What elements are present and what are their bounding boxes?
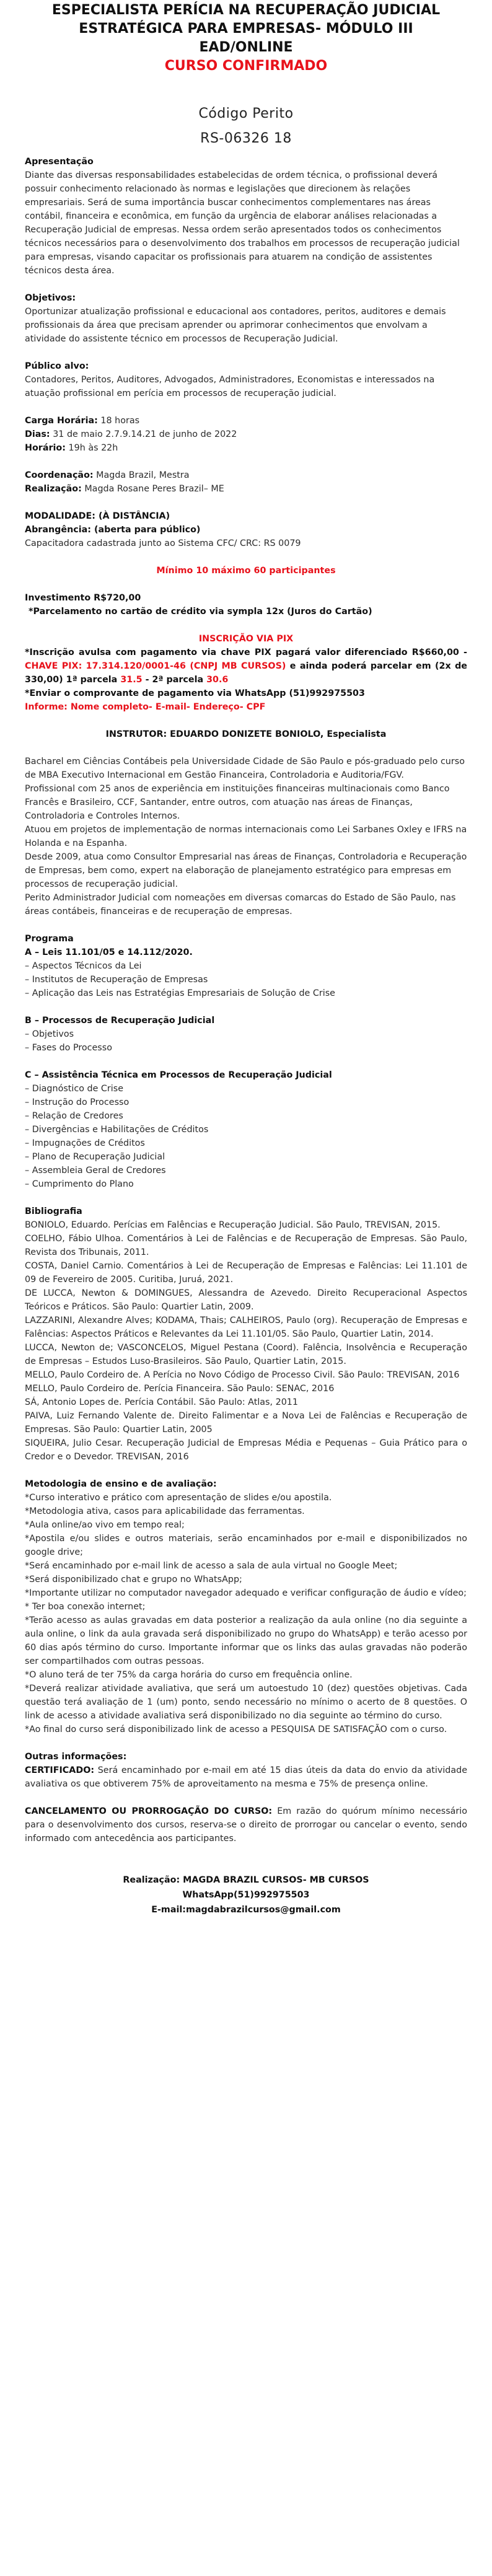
modalidade: MODALIDADE: (À DISTÂNCIA) <box>25 511 170 521</box>
bibliography-entry: LUCCA, Newton de; VASCONCELOS, Miguel Pestana (Coord). Falência, Insolvência e Recuperação de Empresas – Estudos Luso-Brasileiros. São Paulo, Quartier Latin, 2015. <box>25 1343 467 1366</box>
footer <box>25 1873 467 1917</box>
list-item: – Objetivos <box>25 1029 74 1039</box>
carga-horaria <box>25 414 467 428</box>
pix-text <box>25 646 467 687</box>
certificado-label: CERTIFICADO: <box>25 1765 95 1775</box>
pix-key: CHAVE PIX: 17.314.120/0001-46 (CNPJ MB CURSOS) <box>25 661 286 671</box>
list-item: – Plano de Recuperação Judicial <box>25 1152 165 1162</box>
certificado <box>25 1764 467 1791</box>
list-item: – Relação de Credores <box>25 1111 123 1121</box>
bio-paragraph: Atuou em projetos de implementação de normas internacionais como Lei Sarbanes Oxley e IFRS na Holanda e na Espanha. <box>25 825 467 848</box>
certificado-text: Será encaminhado por e-mail em até 15 dias úteis da data do envio da atividade avaliativa os que obtiverem 75% de aproveitamento na mesma e 75% de presença online. <box>25 1765 467 1789</box>
horario-label: Horário: <box>25 443 66 453</box>
metodologia-item: *Importante utilizar no computador navegador adequado e verificar configuração de áudio e vídeo; <box>25 1588 467 1598</box>
list-item: – Institutos de Recuperação de Empresas <box>25 975 208 985</box>
bio-paragraph: Desde 2009, atua como Consultor Empresarial nas áreas de Finanças, Controladoria e Recuperação de Empresas, bem como, expert na elaboração de planejamento estratégico para empresas em processos de recuperação judicial. <box>25 852 467 889</box>
pix-whatsapp: *Enviar o comprovante de pagamento via WhatsApp (51)992975503 <box>25 688 365 698</box>
header <box>25 0 467 151</box>
realiz-value: Magda Rosane Peres Brazil– ME <box>81 484 224 494</box>
bibliography-entry: DE LUCCA, Newton & DOMINGUES, Alessandra de Azevedo. Direito Recuperacional Aspectos Teóricos e Práticos. São Paulo: Quartier Latin, 2009. <box>25 1288 467 1312</box>
list-item: – Divergências e Habilitações de Créditos <box>25 1125 209 1135</box>
list-item: – Assembleia Geral de Credores <box>25 1166 166 1176</box>
code-label: Código Perito <box>198 106 294 121</box>
bibliography-entry: COSTA, Daniel Carnio. Comentários à Lei de Recuperação de Empresas e Falências: Lei 11.101 de 09 de Fevereiro de 2005. Curitiba, Juruá, 2021. <box>25 1261 467 1285</box>
code-value: RS-06326 18 <box>200 131 292 146</box>
metodologia-item: *Ao final do curso será disponibilizado link de acesso a PESQUISA DE SATISFAÇÃO com o curso. <box>25 1725 447 1734</box>
horario <box>25 441 467 455</box>
content <box>25 155 467 1917</box>
objetivos-text: Oportunizar atualização profissional e educacional aos contadores, peritos, auditores e demais profissionais da área que precisam aprender ou aprimorar conhecimentos que envolvam a atividade do assistente técnico em processos de Recuperação Judicial. <box>25 307 446 344</box>
footer-realizacao: Realização: MAGDA BRAZIL CURSOS- MB CURSOS <box>123 1875 369 1885</box>
capacitadora: Capacitadora cadastrada junto ao Sistema CFC/ CRC: RS 0079 <box>25 538 301 548</box>
coord-label: Coordenação: <box>25 470 94 480</box>
list-item: – Diagnóstico de Crise <box>25 1084 123 1094</box>
metodologia-item: *Será disponibilizado chat e grupo no WhatsApp; <box>25 1575 242 1585</box>
metodologia-item: *Será encaminhado por e-mail link de acesso a sala de aula virtual no Google Meet; <box>25 1561 398 1571</box>
publico-text: Contadores, Peritos, Auditores, Advogados, Administradores, Economistas e interessados na atuação profissional em perícia em processos de recuperação judicial. <box>25 375 435 398</box>
metodologia-item: *O aluno terá de ter 75% da carga horária do curso em frequência online. <box>25 1670 353 1680</box>
bibliografia-list <box>25 1218 467 1464</box>
pix-part3: e ainda poderá parcelar em (2x de 330,00) 1ª parcela <box>25 661 467 685</box>
instrutor-title: INSTRUTOR: EDUARDO DONIZETE BONIOLO, Especialista <box>105 729 387 739</box>
course-mode: EAD/ONLINE <box>199 40 293 55</box>
course-title-line1: ESPECIALISTA PERÍCIA NA RECUPERAÇÃO JUDICIAL <box>51 2 441 18</box>
investimento: Investimento R$720,00 <box>25 593 141 603</box>
publico-title: Público alvo: <box>25 361 89 371</box>
programa-section-a-title: A – Leis 11.101/05 e 14.112/2020. <box>25 947 193 957</box>
realiz-label: Realização: <box>25 484 82 494</box>
pix-part1: *Inscrição avulsa com pagamento via chave PIX pagará valor diferenciado R$660,00 - <box>25 648 467 657</box>
programa-section-b-list <box>25 1027 467 1055</box>
pix-inform: Informe: Nome completo- E-mail- Endereço- CPF <box>25 702 266 712</box>
metodologia-item: *Apostila e/ou slides e outros materiais, serão encaminhados por e-mail e disponibilizados no google drive; <box>25 1534 467 1557</box>
bibliography-entry: COELHO, Fábio Ulhoa. Comentários à Lei de Falências e de Recuperação de Empresas. São Paulo, Revista dos Tribunais, 2011. <box>25 1234 467 1257</box>
dias <box>25 428 467 441</box>
list-item: – Fases do Processo <box>25 1043 112 1053</box>
bibliografia-title: Bibliografia <box>25 1207 82 1216</box>
metodologia-item: *Aula online/ao vivo em tempo real; <box>25 1520 185 1530</box>
apresentacao-text: Diante das diversas responsabilidades estabelecidas de ordem técnica, o profissional deverá possuir conhecimento relacionado às normas e legislações que direcionem às relações empresariais. Será de suma importância buscar conhecimentos complementares nas áreas contábil, financeira e econômica, em função da urgência de elaborar análises relacionadas a Recuperação Judicial de empresas. Nessa ordem serão apresentados todos os conhecimentos técnicos necessários para o desenvolvimento dos trabalhos em processos de recuperação judicial para empresas, visando capacitar os profissionais para atuarem na condição de assistentes técnicos desta área. <box>25 170 460 276</box>
pix-part5: - 2ª parcela <box>142 675 207 685</box>
list-item: – Impugnações de Créditos <box>25 1138 145 1148</box>
bibliography-entry: MELLO, Paulo Cordeiro de. A Perícia no Novo Código de Processo Civil. São Paulo: TREVISAN, 2016 <box>25 1370 460 1380</box>
course-status: CURSO CONFIRMADO <box>164 58 328 74</box>
programa-section-b-title: B – Processos de Recuperação Judicial <box>25 1016 215 1026</box>
bibliography-entry: PAIVA, Luiz Fernando Valente de. Direito Falimentar e a Nova Lei de Falências e Recuperação de Empresas. São Paulo: Quartier Latin, 2005 <box>25 1411 467 1435</box>
apresentacao-title: Apresentação <box>25 157 94 167</box>
vagas: Mínimo 10 máximo 60 participantes <box>156 566 336 576</box>
carga-label: Carga Horária: <box>25 416 98 426</box>
list-item: – Cumprimento do Plano <box>25 1179 134 1189</box>
realizacao <box>25 482 467 496</box>
metodologia-item: *Curso interativo e prático com apresentação de slides e/ou apostila. <box>25 1493 332 1503</box>
bio-paragraph: Perito Administrador Judicial com nomeações em diversas comarcas do Estado de São Paulo, nas áreas contábeis, financeiras e de recuperação de empresas. <box>25 893 456 917</box>
list-item: – Aspectos Técnicos da Lei <box>25 961 142 971</box>
metodologia-item: *Metodologia ativa, casos para aplicabilidade das ferramentas. <box>25 1506 305 1516</box>
programa-section-c-title: C – Assistência Técnica em Processos de Recuperação Judicial <box>25 1070 332 1080</box>
objetivos-title: Objetivos: <box>25 293 76 303</box>
parcelamento: *Parcelamento no cartão de crédito via sympla 12x (Juros do Cartão) <box>29 607 372 617</box>
list-item: – Aplicação das Leis nas Estratégias Empresariais de Solução de Crise <box>25 988 335 998</box>
cancelamento-label: CANCELAMENTO OU PRORROGAÇÃO DO CURSO: <box>25 1806 273 1816</box>
outras-title: Outras informações: <box>25 1752 127 1762</box>
pix-date2: 30.6 <box>206 675 229 685</box>
metodologia-item: * Ter boa conexão internet; <box>25 1602 146 1612</box>
course-title-line2: ESTRATÉGICA PARA EMPRESAS- MÓDULO III <box>79 21 413 37</box>
cancelamento <box>25 1805 467 1845</box>
programa-section-a-list <box>25 959 467 1000</box>
coord-value: Magda Brazil, Mestra <box>93 470 190 480</box>
programa-section-c-list <box>25 1082 467 1191</box>
instrutor-bio <box>25 755 467 918</box>
bio-paragraph: Profissional com 25 anos de experiência em instituições financeiras multinacionais como Banco Francês e Brasileiro, CCF, Santander, entre outros, com atuação nas áreas de Finanças, Controladoria e Controles Internos. <box>25 784 450 821</box>
bibliography-entry: SIQUEIRA, Julio Cesar. Recuperação Judicial de Empresas Média e Pequenas – Guia Prático para o Credor e o Devedor. TREVISAN, 2016 <box>25 1438 467 1462</box>
footer-whatsapp: WhatsApp(51)992975503 <box>182 1890 310 1900</box>
carga-value: 18 horas <box>97 416 140 426</box>
abrangencia: Abrangência: (aberta para público) <box>25 525 201 535</box>
metodologia-item: *Terão acesso as aulas gravadas em data posterior a realização da aula online (no dia seguinte a aula online, o link da aula gravada será disponibilizado no grupo do WhatsApp) e terão acesso por 60 dias após término do curso. Importante informar que os links das aulas gravadas não poderão ser compartilhados com outras pessoas. <box>25 1615 467 1666</box>
programa-title: Programa <box>25 934 74 944</box>
cancelamento-text: Em razão do quórum mínimo necessário para o desenvolvimento dos cursos, reserva-se o direito de prorrogar ou cancelar o evento, sendo informado com antecedência aos participantes. <box>25 1806 467 1844</box>
pix-date1: 31.5 <box>120 675 143 685</box>
pix-title: INSCRIÇÃO VIA PIX <box>198 634 294 644</box>
dias-value: 31 de maio 2.7.9.14.21 de junho de 2022 <box>50 429 237 439</box>
bio-paragraph: Bacharel em Ciências Contábeis pela Universidade Cidade de São Paulo e pós-graduado pelo curso de MBA Executivo Internacional em Gestão Financeira, Controladoria e Auditoria/FGV. <box>25 757 465 780</box>
horario-value: 19h às 22h <box>65 443 118 453</box>
metodologia-list <box>25 1491 467 1736</box>
bibliography-entry: MELLO, Paulo Cordeiro de. Perícia Financeira. São Paulo: SENAC, 2016 <box>25 1384 335 1394</box>
metodologia-item: *Deverá realizar atividade avaliativa, que será um autoestudo 10 (dez) questões objetivas. Cada questão terá avaliação de 1 (um) ponto, sendo necessário no mínimo o acerto de 8 questões. O link de acesso a atividade avaliativa será disponibilizado no dia seguinte ao término do curso. <box>25 1684 467 1721</box>
metodologia-title: Metodologia de ensino e de avaliação: <box>25 1479 217 1489</box>
list-item: – Instrução do Processo <box>25 1097 130 1107</box>
footer-email[interactable]: E-mail:magdabrazilcursos@gmail.com <box>151 1905 341 1915</box>
coordenacao <box>25 468 467 482</box>
dias-label: Dias: <box>25 429 50 439</box>
bibliography-entry: LAZZARINI, Alexandre Alves; KODAMA, Thais; CALHEIROS, Paulo (org). Recuperação de Empresas e Falências: Aspectos Práticos e Relevantes da Lei 11.101/05. São Paulo, Quartier Latin, 2014. <box>25 1316 467 1339</box>
bibliography-entry: SÁ, Antonio Lopes de. Perícia Contábil. São Paulo: Atlas, 2011 <box>25 1397 298 1407</box>
bibliography-entry: BONIOLO, Eduardo. Perícias em Falências e Recuperação Judicial. São Paulo, TREVISAN, 2015. <box>25 1220 441 1230</box>
